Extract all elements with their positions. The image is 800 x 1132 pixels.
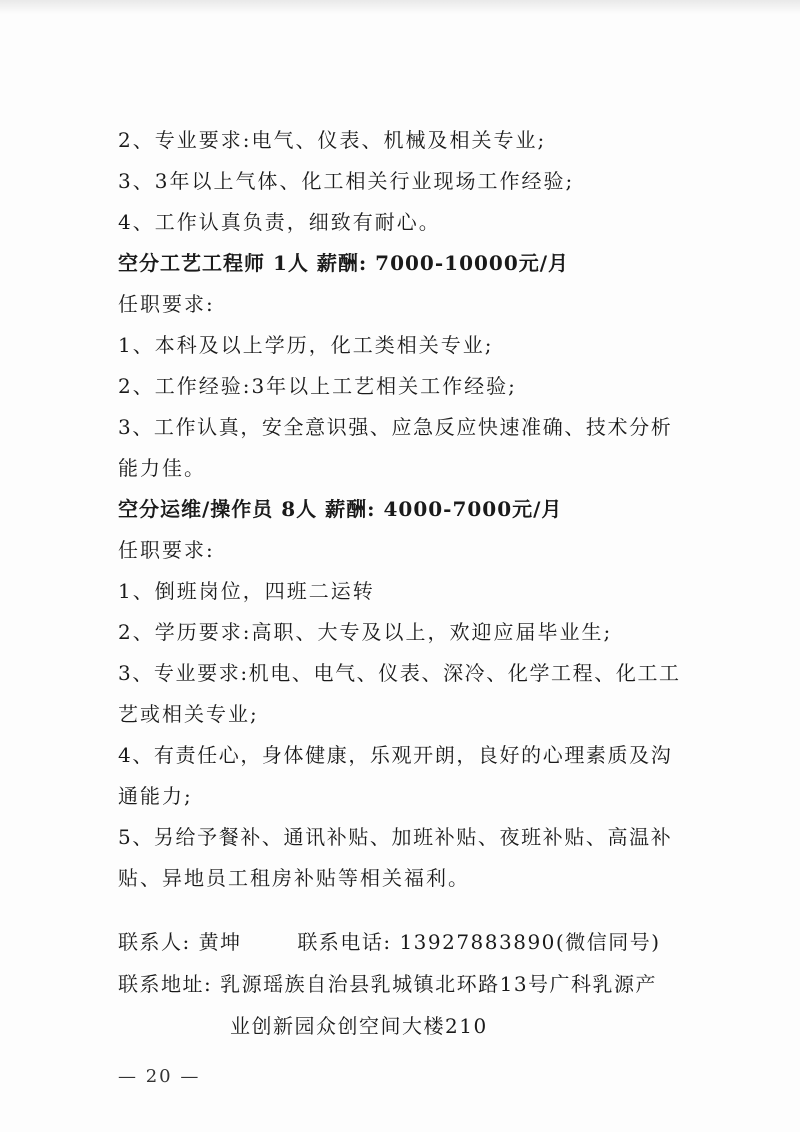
section-label: 任职要求:: [118, 538, 215, 562]
requirement-line: 1、倒班岗位，四班二运转: [118, 579, 375, 603]
requirement-line: 3、工作认真，安全意识强、应急反应快速准确、技术分析: [118, 415, 673, 439]
requirement-line: 2、专业要求:电气、仪表、机械及相关专业;: [118, 128, 547, 152]
contact-address-row: [118, 963, 718, 1005]
contact-phone-value: 13927883890(微信同号): [399, 930, 661, 954]
section-label: 任职要求:: [118, 292, 215, 316]
requirement-line: 2、工作经验:3年以上工艺相关工作经验;: [118, 374, 517, 398]
requirement-line-continued: 贴、异地员工租房补贴等相关福利。: [118, 866, 470, 890]
scan-edge: [0, 0, 800, 14]
job-title-heading: 空分运维/操作员 8人 薪酬: 4000-7000元/月: [118, 497, 563, 521]
requirement-line-continued: 通能力;: [118, 784, 193, 808]
contact-phone-label: 联系电话:: [297, 930, 392, 954]
requirement-line: 3、专业要求:机电、电气、仪表、深冷、化学工程、化工工: [118, 661, 681, 685]
contact-address-label: 联系地址:: [118, 972, 213, 996]
requirement-line: 4、有责任心，身体健康，乐观开朗，良好的心理素质及沟: [118, 743, 673, 767]
job-requirements-body: [118, 120, 718, 1047]
page-number: — 20 —: [118, 1066, 201, 1087]
requirement-line: 3、3年以上气体、化工相关行业现场工作经验;: [118, 169, 575, 193]
requirement-line: 4、工作认真负责，细致有耐心。: [118, 210, 441, 234]
contact-address-line1: 乳源瑶族自治县乳城镇北环路13号广科乳源产: [220, 972, 658, 996]
requirement-line-continued: 艺或相关专业;: [118, 702, 259, 726]
job-title-heading: 空分工艺工程师 1人 薪酬: 7000-10000元/月: [118, 251, 570, 275]
requirement-line: 5、另给予餐补、通讯补贴、加班补贴、夜班补贴、高温补: [118, 825, 673, 849]
requirement-line-continued: 能力佳。: [118, 456, 206, 480]
spacer: [118, 899, 718, 921]
contact-person-label: 联系人:: [118, 930, 191, 954]
contact-address-continued: 业创新园众创空间大楼210: [230, 1014, 488, 1038]
contact-person-row: [118, 921, 718, 963]
contact-person-value: 黄坤: [198, 930, 242, 954]
requirement-line: 1、本科及以上学历，化工类相关专业;: [118, 333, 494, 357]
requirement-line: 2、学历要求:高职、大专及以上，欢迎应届毕业生;: [118, 620, 613, 644]
